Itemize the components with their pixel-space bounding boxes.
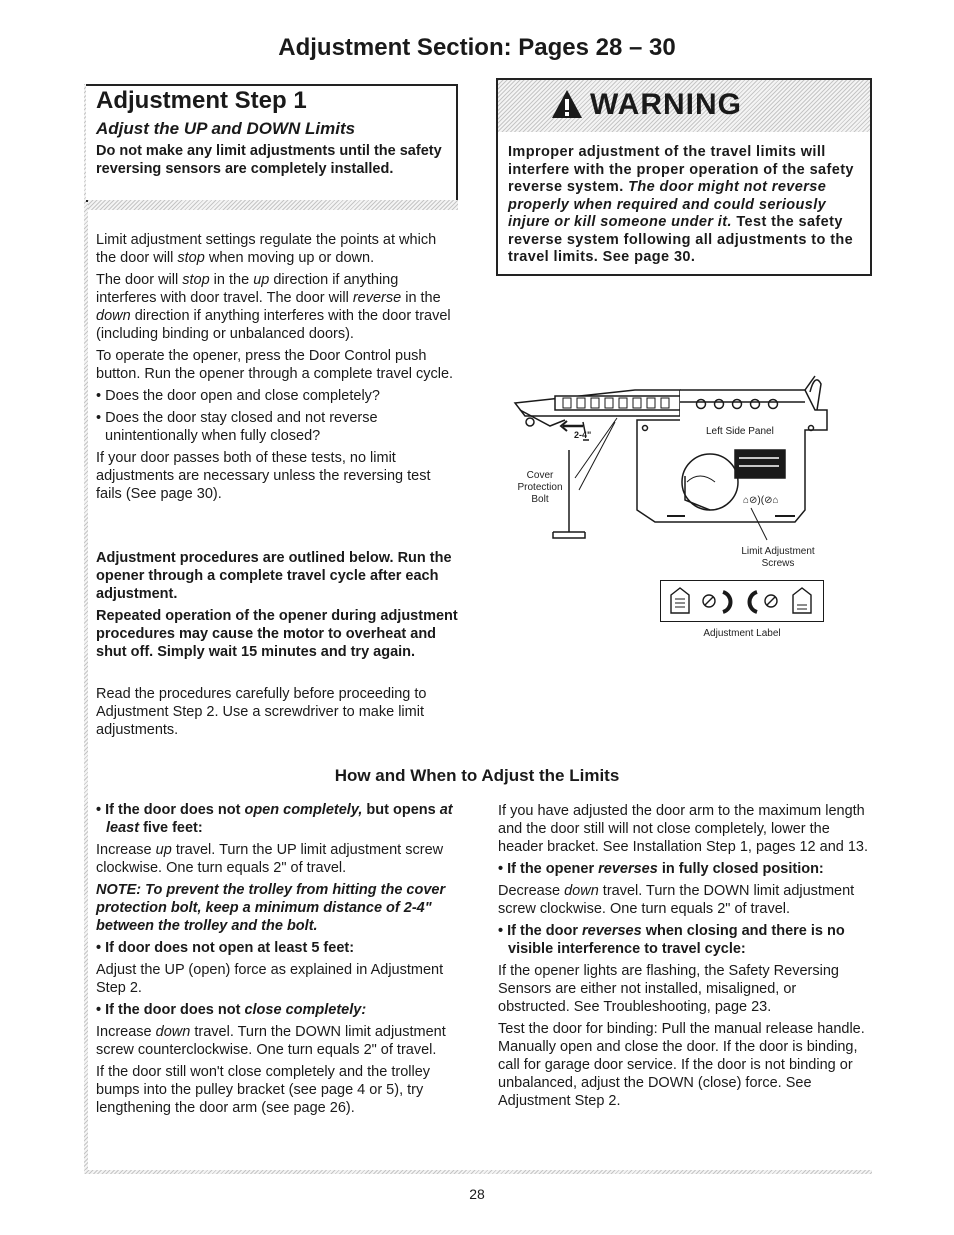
adjustment-label-caption: Adjustment Label	[703, 628, 781, 639]
warning-text: Improper adjustment of the travel limits will interfere with the proper operation of the safety reverse system. The door might not reverse properly when required and could seriously injure or kill someone under it. Test the safety reverse system following all adjustments to the travel limits. See page 30.	[508, 144, 854, 265]
page-number: 28	[469, 1186, 485, 1202]
frame-bottom-border	[84, 1170, 872, 1174]
intro-paragraph-5: Read the procedures carefully before proceeding to Adjustment Step 2. Use a screwdriver to make limit adjustments.	[96, 686, 427, 738]
condition-not-open-5-feet: • If door does not open at least 5 feet:	[96, 940, 355, 956]
step-subtitle: Adjust the UP and DOWN Limits	[96, 119, 356, 138]
distance-label: 2-4"	[574, 430, 592, 440]
condition-not-open-completely: • If the door does not open completely, but opens at least five feet:	[96, 802, 453, 836]
condition-reverses-closed: • If the opener reverses in fully closed position:	[498, 861, 824, 877]
adjustment-label-symbols	[661, 581, 825, 623]
left-side-panel-label: Left Side Panel	[706, 426, 774, 437]
bold-instruction-1: Adjustment procedures are outlined below. Run the opener through a complete travel cycle after each adjustment.	[96, 550, 452, 602]
step-title: Adjustment Step 1	[96, 87, 307, 114]
intro-question-2: • Does the door stay closed and not reverse unintentionally when fully closed?	[96, 410, 378, 444]
step-caution: Do not make any limit adjustments until the safety reversing sensors are completely installed.	[96, 143, 442, 177]
intro-text	[96, 231, 458, 503]
cover-protection-bolt-label: Cover Protection Bolt	[517, 470, 563, 505]
adjust-up-force-text: Adjust the UP (open) force as explained in Adjustment Step 2.	[96, 962, 444, 996]
lower-header-bracket-text: If you have adjusted the door arm to the maximum length and the door still will not close completely, lower the header bracket. See Installation Step 1, pages 12 and 13.	[498, 803, 869, 855]
intro-paragraph-2: The door will stop in the up direction if anything interferes with door travel. The door will reverse in the down direction if anything interferes with the door travel (including binding or unbalanced doors).	[96, 272, 451, 342]
binding-test-text: Test the door for binding: Pull the manual release handle. Manually open and close the door. If the door is binding, call for garage door service. If the door is not binding or unbalanced, adjust the DOWN (close) force. See Adjustment Step 2.	[498, 1021, 865, 1109]
bold-instructions	[96, 549, 458, 661]
how-when-right-column	[498, 802, 870, 1110]
step-box-shadow	[88, 200, 458, 210]
page-title: Adjustment Section: Pages 28 – 30	[278, 34, 676, 61]
section-heading: How and When to Adjust the Limits	[334, 766, 620, 785]
adjustment-label-box	[660, 580, 824, 622]
intro-paragraph-3: To operate the opener, press the Door Control push button. Run the opener through a complete travel cycle.	[96, 348, 454, 382]
trolley-note: NOTE: To prevent the trolley from hitting the cover protection bolt, keep a minimum distance of 2-4" between the trolley and the bolt.	[96, 882, 446, 934]
intro-question-1: • Does the door open and close completely?	[96, 388, 380, 404]
condition-not-close-completely: • If the door does not close completely:	[96, 1002, 367, 1018]
sensors-text: If the opener lights are flashing, the Safety Reversing Sensors are either not installed, misaligned, or obstructed. See Troubleshooting, page 23.	[498, 963, 839, 1015]
panel-adjustment-symbols: ⌂⊘)(⊘⌂	[743, 495, 779, 506]
increase-up-travel-text: Increase up travel. Turn the UP limit adjustment screw clockwise. One turn equals 2" of travel.	[96, 842, 444, 876]
decrease-down-travel-text: Decrease down travel. Turn the DOWN limit adjustment screw clockwise. One turn equals 2" of travel.	[498, 883, 855, 917]
warning-title: WARNING	[590, 88, 742, 121]
lengthen-door-arm-text: If the door still won't close completely and the trolley bumps into the pulley bracket (see page 4 or 5), try lengthening the door arm (see page 26).	[96, 1064, 431, 1116]
how-when-left-column	[96, 801, 458, 1117]
intro-paragraph-4: If your door passes both of these tests, no limit adjustments are necessary unless the reversing test fails (See page 30).	[96, 450, 431, 502]
warning-triangle-icon	[550, 88, 584, 120]
frame-left-border	[84, 84, 88, 1174]
intro-paragraph-1: Limit adjustment settings regulate the points at which the door will stop when moving up or down.	[96, 232, 437, 266]
bold-instruction-2: Repeated operation of the opener during adjustment procedures may cause the motor to overheat and shut off. Simply wait 15 minutes and try again.	[96, 608, 458, 660]
up-door-icon	[671, 588, 689, 613]
limit-adjustment-screws-label: Limit Adjustment Screws	[741, 546, 815, 569]
condition-reverses-closing: • If the door reverses when closing and there is no visible interference to travel cycle:	[498, 923, 845, 957]
increase-down-travel-text: Increase down travel. Turn the DOWN limit adjustment screw counterclockwise. One turn equals 2" of travel.	[96, 1024, 446, 1058]
